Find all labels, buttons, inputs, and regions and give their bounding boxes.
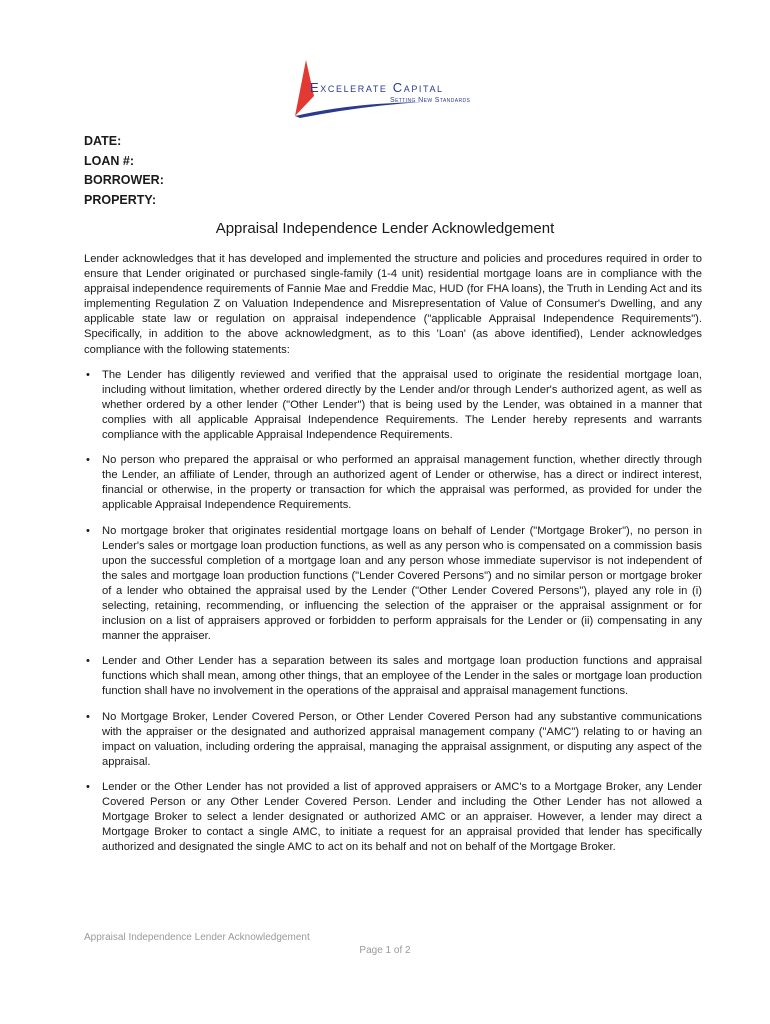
statement-text: Lender and Other Lender has a separation between its sales and mortgage loan production functions and appraisal functions which shall mean, among other things, that an employee of the Lender in the sales or mortgage loan production function shall have no involvement in the operations of the appraisal and appraisal management functions. [102, 655, 702, 698]
borrower-label: BORROWER: [84, 173, 164, 187]
bullet-icon: • [86, 454, 90, 467]
statement-item [84, 780, 702, 855]
statement-item [84, 368, 702, 443]
company-tagline: Setting New Standards [390, 97, 471, 104]
bullet-icon: • [86, 368, 90, 381]
bullet-icon: • [86, 655, 90, 668]
statement-item [84, 453, 702, 513]
loan-fields [84, 132, 164, 210]
company-name: Excelerate Capital [310, 80, 444, 95]
statement-item [84, 710, 702, 770]
bullet-icon: • [86, 710, 90, 723]
company-logo [292, 58, 502, 120]
property-label: PROPERTY: [84, 192, 156, 207]
document-title: Appraisal Independence Lender Acknowledgement [215, 220, 555, 237]
loan-number-label: LOAN #: [84, 153, 134, 168]
bullet-icon: • [86, 524, 90, 537]
statement-text: No Mortgage Broker, Lender Covered Person, or Other Lender Covered Person had any substantive communications with the appraiser or the designated and authorized appraisal management company ("AMC") relating to or having an impact on valuation, including ordering the appraisal, managing the appraisal assignment, or disputing any aspect of the appraisal. [102, 710, 702, 768]
footer-doc-name: Appraisal Independence Lender Acknowledgement [84, 932, 310, 943]
document-body [84, 252, 702, 865]
statement-text: No mortgage broker that originates residential mortgage loans on behalf of Lender ("Mortgage Broker"), no person in Lender's sales or mortgage loan production functions, as well as any person who is compensated on a commission basis upon the successful completion of a mortgage loan and any person whose immediate supervisor is not independent of the sales and mortgage loan production functions ("Lender Covered Persons") and no similar person or mortgage broker of a lender who obtained the appraisal used by the Lender ("Other Lender Covered Persons"), played any role in (i) selecting, retaining, recommending, or influencing the selection of the appraiser or the appraisal assignment or for inclusion on a list of appraisers approved or forbidden to perform appraisals for the Lender or (ii) compensating in any manner the appraiser. [102, 524, 702, 643]
statement-text: The Lender has diligently reviewed and verified that the appraisal used to originate the residential mortgage loan, including without limitation, whether ordered directly by the Lender and/or through Lender's authorized agent, as well as whether ordered by a other lender ("Other Lender") that is being used by the Lender, was obtained in a manner that complies with all applicable Appraisal Independence Requirements. The Lender hereby represents and warrants compliance with the applicable Appraisal Independence Requirements. [102, 368, 702, 442]
statement-list [84, 368, 702, 856]
bullet-icon: • [86, 780, 90, 793]
date-label: DATE: [84, 134, 122, 148]
statement-text: No person who prepared the appraisal or who performed an appraisal management function, whether directly through the Lender, an affiliate of Lender, through an authorized agent of Lender or otherwise, has a direct or indirect interest, financial or otherwise, in the property or transaction for which the appraisal was performed, as provided for under the applicable Appraisal Independence Requirements. [102, 454, 702, 512]
page-number: Page 1 of 2 [359, 945, 411, 956]
statement-item [84, 524, 702, 645]
intro-paragraph: Lender acknowledges that it has developed and implemented the structure and policies and procedures required in order to ensure that Lender originated or purchased single-family (1-4 unit) residential mortgage loans are in compliance with the appraisal independence requirements of Fannie Mae and Freddie Mac, HUD (for FHA loans), the Truth in Lending Act and its implementing Regulation Z on Valuation Independence and Misrepresentation of Value of Consumer's Dwelling, and any applicable state law or regulation on appraisal independence ("applicable Appraisal Independence Requirements"). Specifically, in addition to the above acknowledgment, as to this 'Loan' (as above identified), Lender acknowledges compliance with the following statements: [84, 253, 702, 356]
statement-item [84, 654, 702, 699]
statement-text: Lender or the Other Lender has not provided a list of approved appraisers or AMC's to a Mortgage Broker, any Lender Covered Person or any Other Lender Covered Person. Lender and including the Other Lender has not allowed a Mortgage Broker to select a lender designated or authorized AMC or an appraiser. However, a lender may direct a Mortgage Broker to contact a single AMC, to initiate a request for an appraisal provided that lender has specifically authorized and designated the single AMC to act on its behalf and not on behalf of the Mortgage Broker. [102, 780, 702, 854]
